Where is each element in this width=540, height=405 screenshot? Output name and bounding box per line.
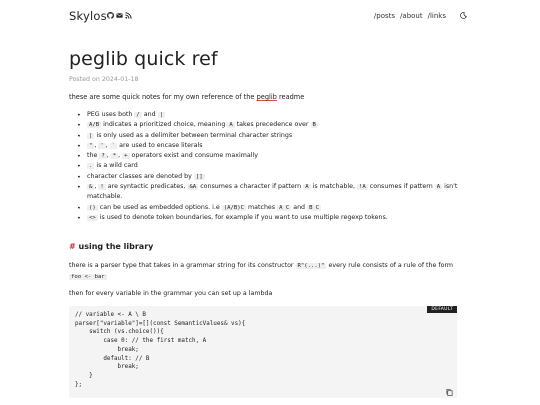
main-nav: [374, 12, 461, 20]
section-title: using the library: [78, 242, 154, 251]
inline-code: !A: [359, 184, 366, 191]
text-segment: is only used as a delimiter between terminal character strings: [94, 131, 293, 139]
post-date: Posted on 2024-01-18: [69, 76, 139, 83]
list-item: [76, 203, 466, 213]
text-segment: indicates a prioritized choice, meaning: [101, 121, 228, 129]
social-links: [107, 12, 132, 19]
nav-link-posts[interactable]: /posts: [373, 12, 396, 20]
list-item: [76, 182, 466, 203]
inline-code: B: [312, 122, 316, 129]
inline-code: []: [195, 173, 203, 180]
nav-link-about[interactable]: /about: [400, 12, 423, 20]
lambda-paragraph: then for every variable in the grammar you can set up a lambda: [69, 290, 273, 297]
text-segment: can be used as embedded options. i.e: [97, 203, 222, 211]
inline-code: A/B: [89, 122, 100, 129]
inline-code: R"(...)": [297, 263, 325, 269]
code-text: // variable <- A \ B parser["variable"]=[](const SemanticValues& vs){ switch (vs.choice()){ case 0: // the first match, A break; default: // B break; } };: [75, 312, 246, 388]
inline-code: A: [436, 184, 441, 191]
site-title[interactable]: Skylos: [69, 9, 107, 23]
inline-code: B C: [309, 204, 320, 211]
github-icon[interactable]: [107, 12, 114, 19]
nav-link-links[interactable]: /links: [427, 12, 446, 20]
text-segment: are used to encase literals: [117, 141, 203, 149]
list-item: [76, 141, 466, 151]
text-segment: is a wild card: [94, 162, 138, 170]
inline-code: &: [89, 184, 93, 191]
section-heading: [69, 242, 153, 251]
list-item: [76, 120, 466, 130]
text-segment: the: [87, 152, 100, 160]
list-item: [76, 172, 466, 182]
inline-code: <>: [89, 214, 96, 221]
inline-code: |: [159, 112, 164, 118]
copy-icon[interactable]: [446, 389, 453, 396]
list-item: [76, 213, 466, 223]
text-segment: are syntactic predicates,: [105, 183, 188, 191]
language-badge: DEFAULT: [427, 306, 457, 313]
peglib-link[interactable]: peglib: [256, 93, 277, 101]
text-segment: character classes are denoted by: [87, 172, 194, 180]
text-segment: ,: [94, 183, 99, 191]
text-segment: consumes if pattern: [367, 183, 435, 191]
text-segment: every rule consists of a rule of the form: [326, 262, 454, 269]
post-title: peglib quick ref: [69, 48, 218, 70]
mail-icon[interactable]: [116, 12, 123, 19]
inline-code: `: [111, 142, 116, 149]
text-segment: isn't matchable.: [87, 183, 458, 201]
heading-anchor[interactable]: #: [69, 242, 76, 251]
text-segment: consumes a character if pattern: [198, 183, 304, 191]
text-segment: and: [141, 111, 158, 118]
inline-code: A C: [279, 204, 290, 211]
intro-text-before: these are some quick notes for my own reference of the: [69, 93, 257, 101]
inline-code: |: [89, 132, 93, 139]
parser-paragraph: [69, 261, 464, 282]
moon-icon[interactable]: [460, 12, 467, 19]
text-segment: ,: [118, 152, 123, 160]
inline-code: &A: [189, 184, 197, 191]
list-item: [76, 131, 466, 141]
text-segment: ,: [105, 141, 110, 149]
code-block: [69, 306, 457, 398]
inline-code: ': [100, 142, 104, 149]
text-segment: is matchable,: [310, 183, 357, 191]
text-segment: operators exist and consume maximally: [129, 152, 258, 160]
text-segment: is used to denote token boundaries, for example if you want to use multiple regexp tokens.: [97, 213, 388, 221]
inline-code: /: [136, 112, 140, 118]
text-segment: and: [291, 203, 308, 211]
inline-code: *: [112, 153, 117, 160]
inline-code: foo <- bar: [71, 273, 105, 280]
inline-code: .: [89, 163, 93, 170]
list-item: [76, 110, 466, 120]
notes-list: [76, 110, 466, 223]
list-item: [76, 151, 466, 161]
text-segment: there is a parser type that takes in a grammar string for its constructor: [69, 262, 296, 269]
list-item: [76, 161, 466, 171]
rss-icon[interactable]: [125, 12, 132, 19]
inline-code: !: [100, 184, 104, 191]
intro-paragraph: [69, 93, 304, 101]
text-segment: takes precedence over: [234, 121, 311, 129]
text-segment: PEG uses both: [87, 111, 135, 118]
text-segment: matches: [246, 203, 278, 211]
site-header: [69, 9, 461, 25]
inline-code: +: [124, 153, 128, 160]
inline-code: (): [89, 204, 96, 211]
inline-code: A: [305, 184, 309, 191]
inline-code: A: [229, 122, 233, 129]
inline-code: (A/B)C: [223, 204, 245, 211]
intro-text-after: readme: [276, 93, 305, 101]
inline-code: ?: [101, 153, 105, 160]
text-segment: ,: [106, 152, 111, 160]
inline-code: ": [89, 142, 93, 149]
text-segment: ,: [94, 141, 99, 149]
